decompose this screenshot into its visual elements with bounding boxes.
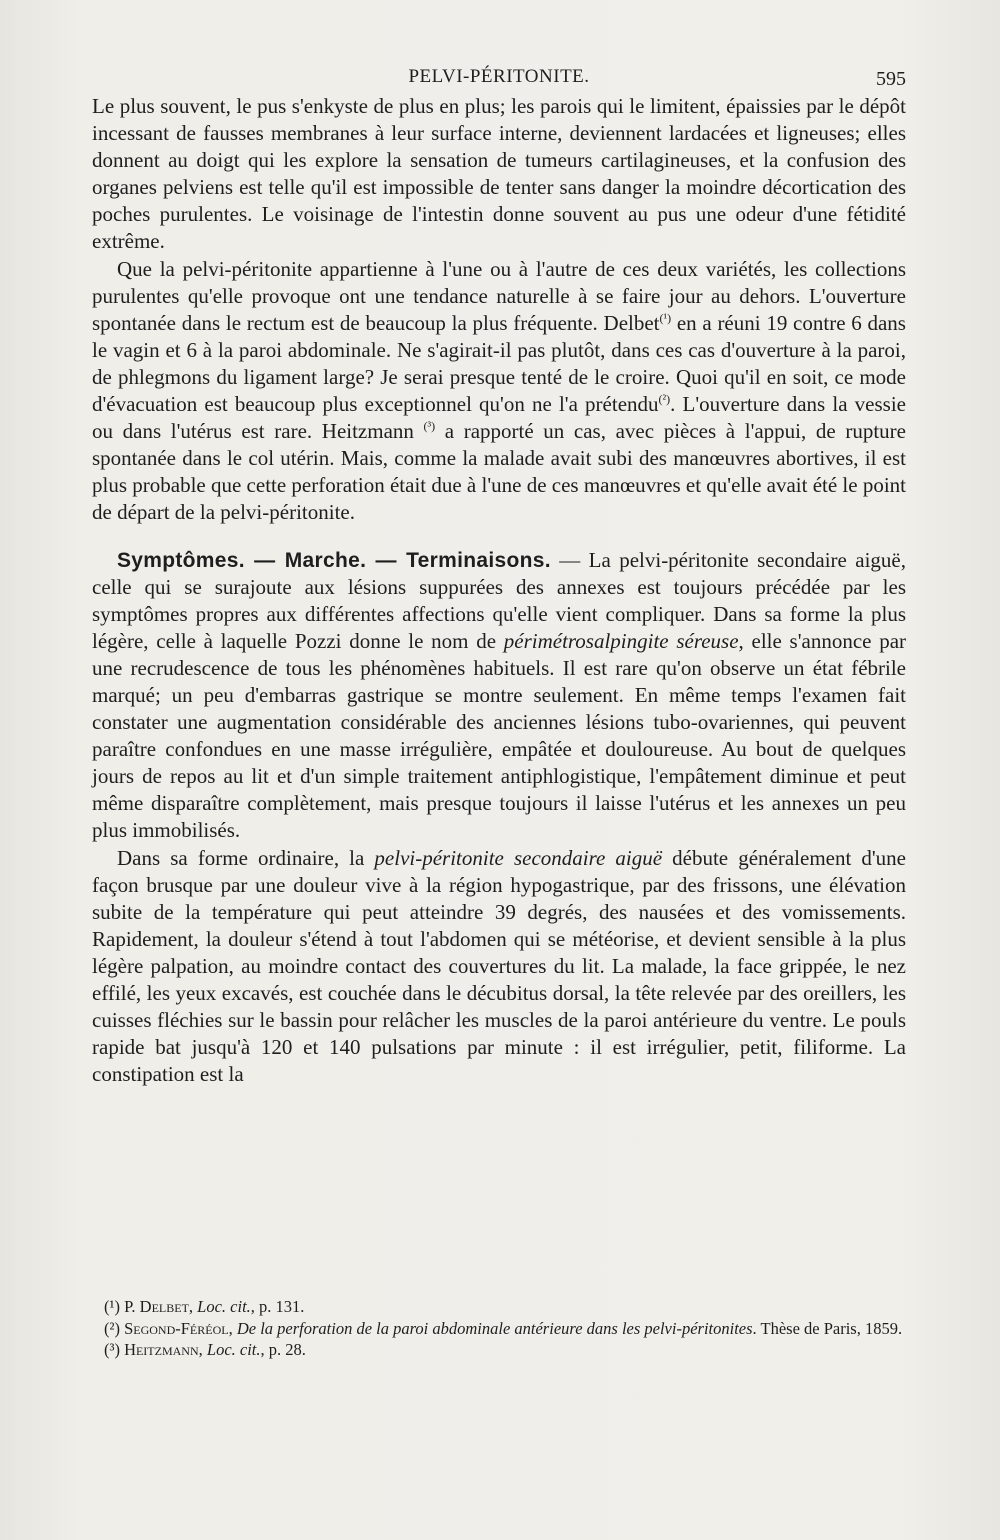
emphasis: périmétrosalpingite séreuse [503, 628, 739, 653]
footnote: (²) Segond-Féréol, De la perforation de la paroi abdominale antérieure dans les pelvi-péritonites. Thèse de Paris, 1859. [104, 1318, 903, 1338]
footnote-author: Segond-Féréol [124, 1318, 229, 1338]
emphasis: pelvi-péritonite secondaire aiguë [374, 845, 663, 870]
paragraph: Dans sa forme ordinaire, la pelvi-péritonite secondaire aiguë débute généralement d'une façon brusque par une douleur vive à la région hypogastrique, par des frissons, une élévation subite de la température qui peut atteindre 39 degrés, des nausées et des vomissements. Rapidement, la douleur s'étend à tout l'abdomen qui se météorise, et devient sensible à la plus légère palpation, au moindre contact des couvertures du lit. La malade, la face grippée, le nez effilé, les yeux excavés, est couchée dans le décubitus dorsal, la tête relevée par des oreillers, les cuisses fléchies sur le bassin pour relâcher les muscles de la paroi antérieure du ventre. Le pouls rapide bat jusqu'à 120 et 140 pulsations par minute : il est irrégulier, petit, filiforme. La constipation est la [92, 845, 906, 1087]
footnote-ref[interactable]: (²) [658, 392, 671, 407]
footnote-ref[interactable]: (³) [423, 419, 436, 434]
footnote: (³) Heitzmann, Loc. cit., p. 28. [104, 1340, 306, 1359]
footnote-author: Heitzmann [124, 1340, 199, 1359]
paragraph: Symptômes. — Marche. — Terminaisons. — La pelvi-péritonite secondaire aiguë, celle qui se surajoute aux lésions suppurées des annexes est toujours précédée par les symptômes propres aux différentes affections qu'elle vient compliquer. Dans sa forme la plus légère, celle à laquelle Pozzi donne le nom de périmétrosalpingite séreuse, elle s'annonce par une recrudescence de tous les phénomènes habituels. Il est rare qu'on observe un état fébrile marqué; un peu d'embarras gastrique se montre seulement. En même temps l'examen fait constater une augmentation considérable des anciennes lésions tubo-ovariennes, qui peuvent paraître confondues en une masse irrégulière, empâtée et douloureuse. Au bout de quelques jours de repos au lit et d'un simple traitement antiphlogistique, l'empâtement diminue et peut même disparaître complètement, mais presque toujours il laisse l'utérus et les annexes un peu plus immobilisés. [92, 547, 907, 843]
page-header [92, 62, 906, 92]
paragraph: Le plus souvent, le pus s'enkyste de plus en plus; les parois qui le limitent, épaissies par le dépôt incessant de fausses membranes à leur surface interne, deviennent lardacées et ligneuses; elles donnent au doigt qui les explore la sensation de tumeurs cartilagineuses, et la confusion des organes pelviens est telle qu'il est impossible de tenter sans danger la moindre décortication des poches purulentes. Le voisinage de l'intestin donne souvent au pus une odeur d'une fétidité extrême. [92, 94, 906, 254]
paragraph: Que la pelvi-péritonite appartienne à l'une ou à l'autre de ces deux variétés, les collections purulentes qu'elle provoque ont une tendance naturelle à se faire jour au dehors. L'ouverture spontanée dans le rectum est de beaucoup la plus fréquente. Delbet$^{(^1)}$ en a réuni 19 contre 6 dans le vagin et 6 à la paroi abdominale. Ne s'agirait-il pas plutôt, dans ces cas d'ouverture à la paroi, de phlegmons du ligament large? Je serai presque tenté de le croire. Quoi qu'il en soit, ce mode d'évacuation est beaucoup plus exceptionnel qu'on ne l'a prétendu$^{(^2)}$. L'ouverture dans la vessie ou dans l'utérus est rare. Heitzmann $^{(^3)}$ a rapporté un cas, avec pièces à l'appui, de rupture spontanée dans le col utérin. Mais, comme la malade avait subi des manœuvres abortives, il est plus probable que cette perforation était due à l'une de ces manœuvres et qu'elle avait été le point de départ de la pelvi-péritonite. [92, 256, 906, 525]
footnotes [92, 1296, 906, 1361]
section-heading: Symptômes. — Marche. — Terminaisons. [117, 548, 551, 572]
footnote-ref[interactable]: (¹) [659, 310, 672, 325]
main-text [92, 93, 906, 1088]
page-number: 595 [876, 68, 906, 90]
running-title: PELVI-PÉRITONITE. [408, 66, 590, 87]
footnote-author: P. Delbet [124, 1297, 189, 1316]
footnote: (¹) P. Delbet, Loc. cit., p. 131. [104, 1297, 305, 1316]
